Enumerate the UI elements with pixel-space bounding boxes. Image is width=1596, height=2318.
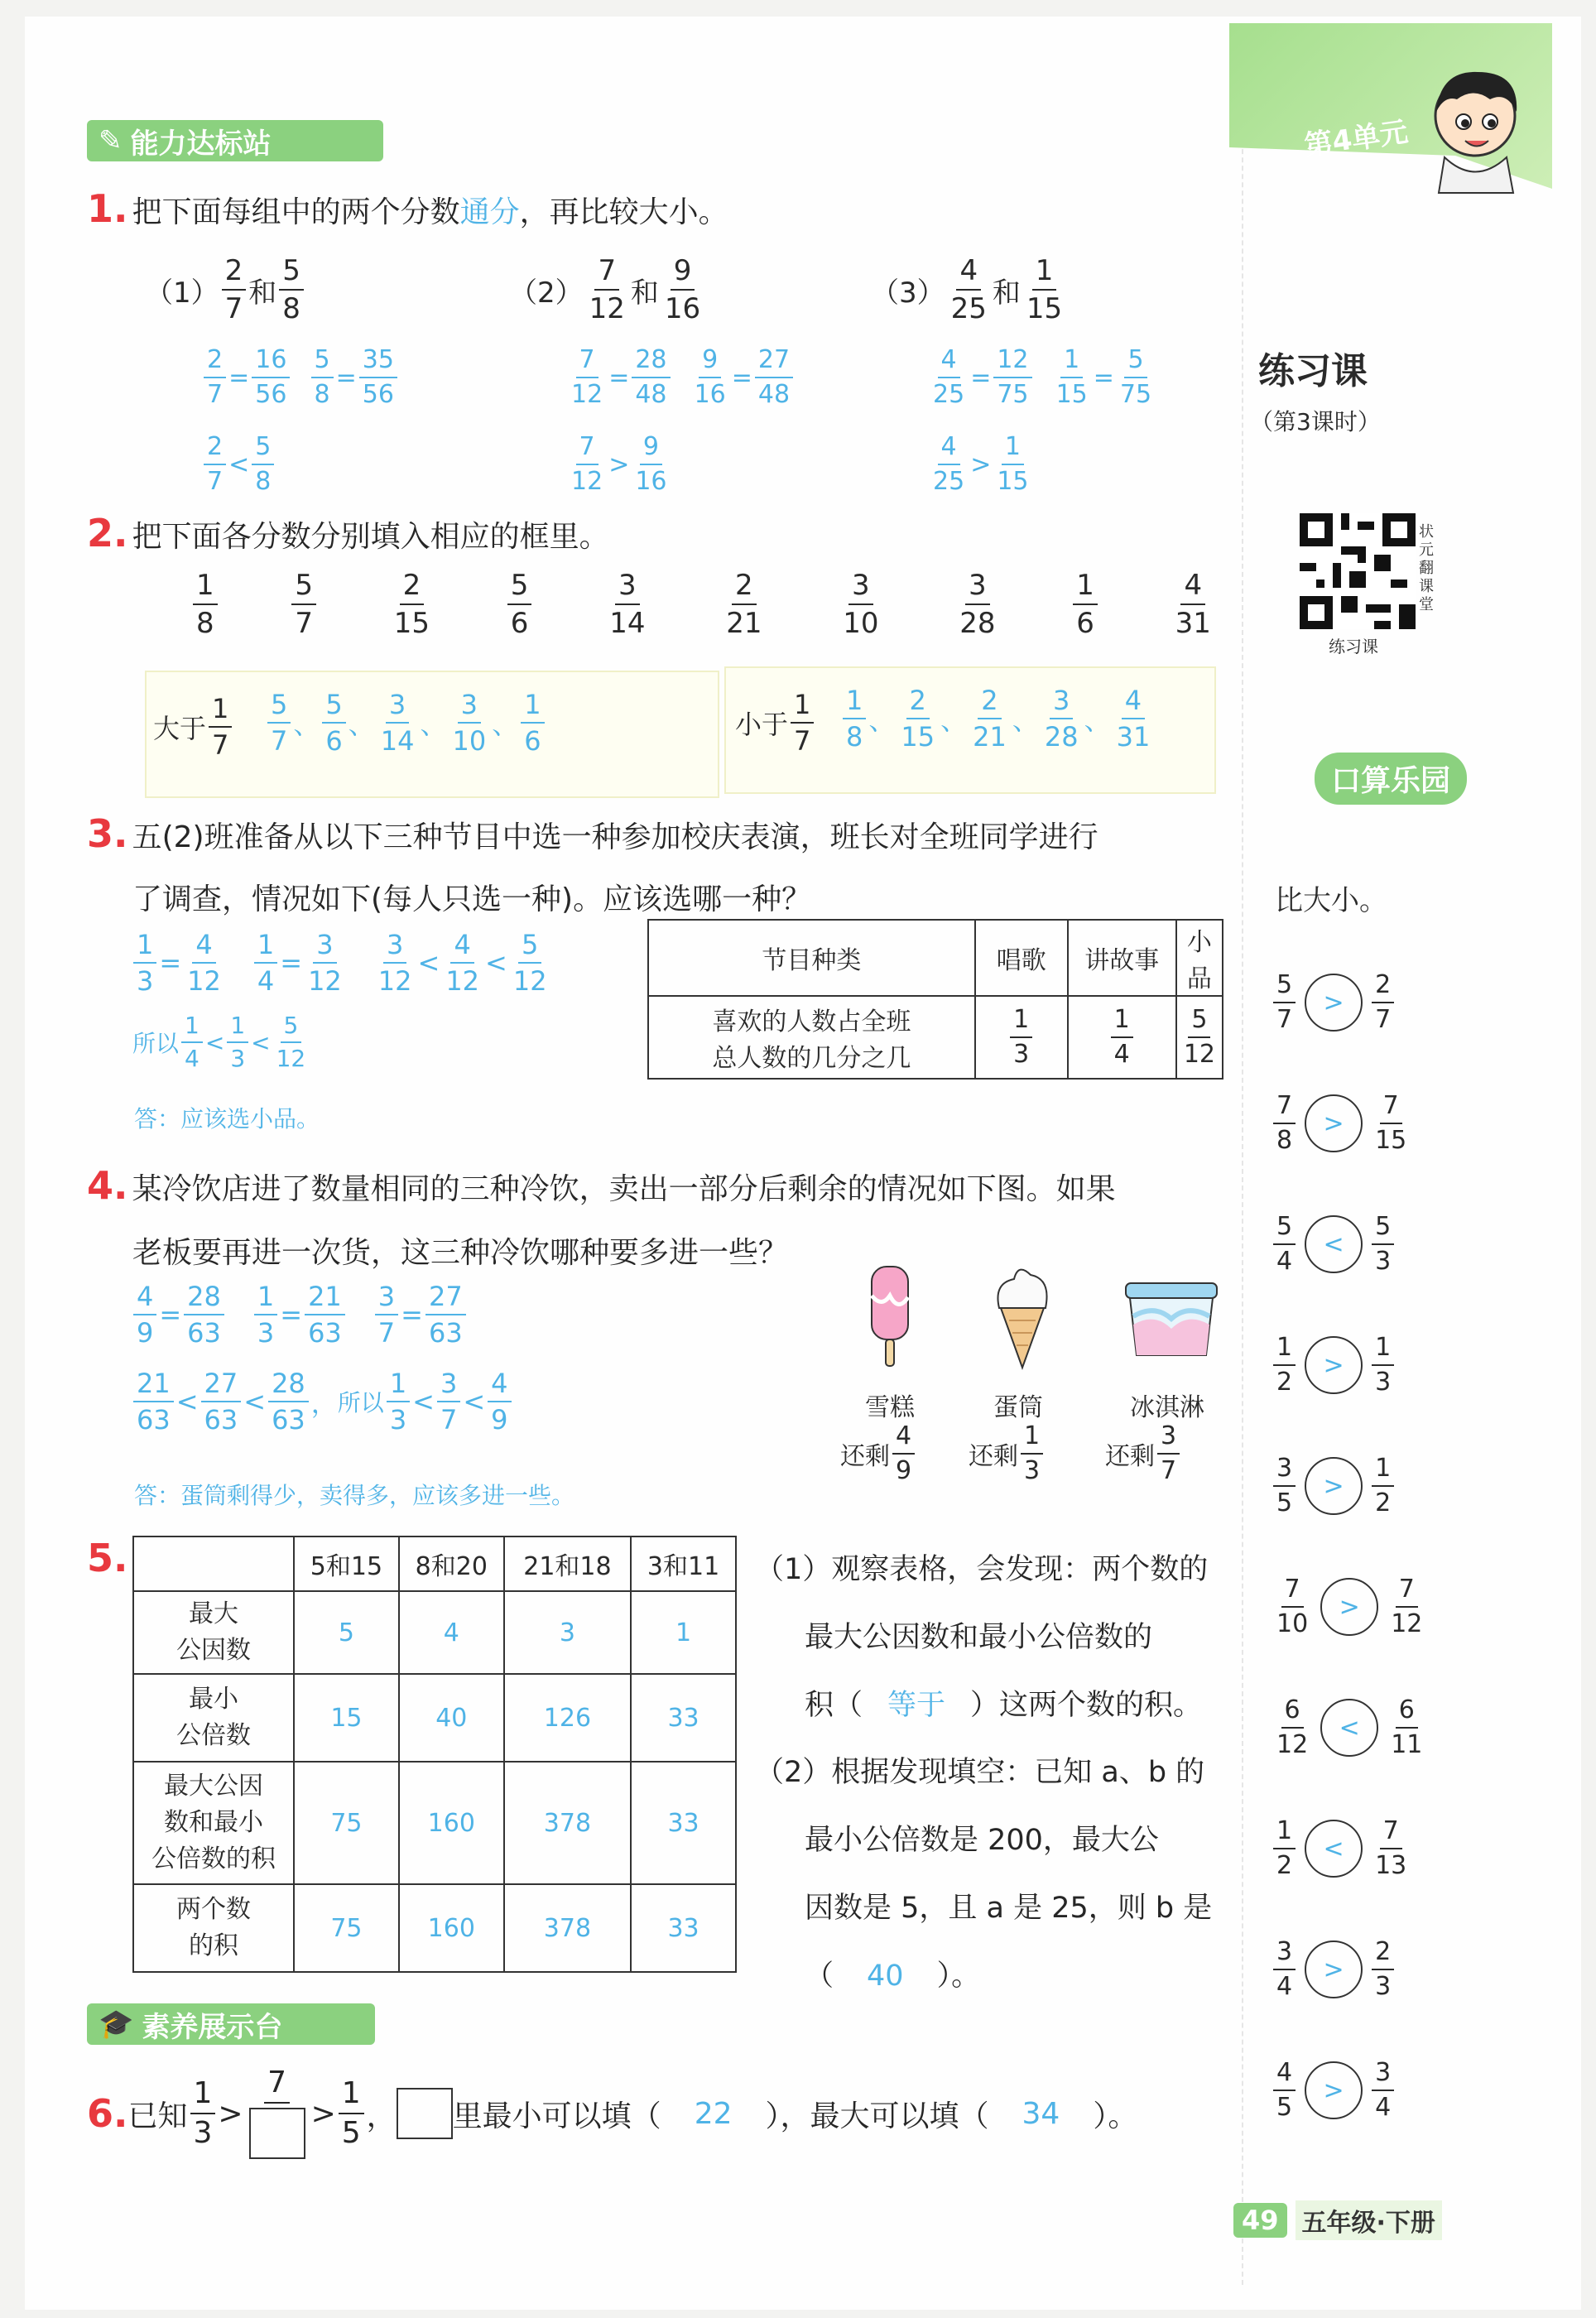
- oral-compare-item: [1271, 1456, 1396, 1516]
- fraction: $\frac{3}{14}$: [380, 689, 415, 757]
- fraction: $\frac{35}{56}$: [359, 348, 397, 407]
- oral-compare-item: [1271, 1214, 1396, 1274]
- fraction: $\frac{1}{15}$: [1026, 254, 1063, 325]
- q3-work-line2: 所以 $\frac{1}{4}$ < $\frac{1}{3}$ < $\frac{5}{12}$: [132, 1012, 306, 1072]
- table-cell: 378: [504, 1762, 631, 1884]
- fraction: $\frac{5}{75}$: [1119, 345, 1152, 409]
- fraction: $\frac{2}{15}$: [901, 685, 935, 753]
- question-text-line1: 某冷饮店进了数量相同的三种冷饮，卖出一部分后剩余的情况如下图。如果: [132, 1172, 1116, 1206]
- table-header: 3和11: [631, 1537, 736, 1591]
- compare-circle[interactable]: <: [1305, 1215, 1363, 1273]
- table-row-label: 喜欢的人数占全班 总人数的几分之几: [648, 996, 975, 1079]
- fraction: $\frac{7}{13}$: [1375, 1816, 1407, 1880]
- grade-label: 五年级·下册: [1296, 2200, 1442, 2240]
- fraction: $\frac{2}{7}$: [222, 257, 247, 323]
- table-cell: 75: [294, 1762, 399, 1884]
- table-row: [133, 1591, 736, 1674]
- fraction: $\frac{4}{31}$: [1116, 685, 1151, 753]
- fraction: $\frac{4}{5}$: [1273, 2061, 1296, 2120]
- drink-name: 蛋筒: [993, 1393, 1043, 1422]
- q5-part1: （1）观察表格，会发现：两个数的 最大公因数和最小公倍数的 积（ 等于 ）这两个数的积。: [755, 1553, 1209, 1722]
- lesson-subtitle: （第3课时）: [1250, 408, 1381, 435]
- fraction: $\frac{7}{12}$: [571, 345, 603, 409]
- table-header: 小品: [1176, 920, 1223, 996]
- table-cell: 126: [504, 1674, 631, 1762]
- q1-group-2: （2） $\frac{7}{12}$ 和 $\frac{9}{16}$: [509, 257, 706, 323]
- question-text: 把下面各分数分别填入相应的框里。: [132, 520, 609, 554]
- section-banner-ability: [87, 120, 383, 161]
- table-cell: 4: [399, 1591, 504, 1674]
- fraction: $\frac{4}{25}$: [933, 345, 965, 409]
- drink-remaining: 还剩 $\frac{4}{9}$: [840, 1424, 917, 1484]
- page-footer: [1233, 2200, 1442, 2240]
- compare-circle[interactable]: <: [1320, 1699, 1378, 1757]
- fraction: $\frac{5}{7}$: [291, 571, 316, 637]
- table-cell: 1: [631, 1591, 736, 1674]
- section-title: 素养展示台: [142, 2010, 283, 2044]
- question-text: 把下面每组中的两个分数通分，再比较大小。: [132, 195, 728, 229]
- fraction: $\frac{2}{15}$: [393, 569, 430, 640]
- question-2: [87, 511, 609, 555]
- fraction: $\frac{2}{7}$: [204, 348, 226, 407]
- q1-group-1: （1） $\frac{2}{7}$ 和 $\frac{5}{8}$: [145, 257, 306, 323]
- drink-name: 冰淇淋: [1130, 1393, 1204, 1422]
- q1-compare-1: $\frac{2}{7}$ < $\frac{5}{8}$: [201, 435, 276, 494]
- greater-label: 大于 $\frac{1}{7}$: [153, 695, 234, 758]
- table-cell: 75: [294, 1884, 399, 1972]
- table-cell: 33: [631, 1884, 736, 1972]
- question-4: [87, 1163, 1116, 1208]
- q1-compare-2: $\frac{7}{12}$ > $\frac{9}{16}$: [565, 435, 673, 494]
- compare-circle[interactable]: >: [1305, 1094, 1363, 1152]
- fraction: $\frac{2}{7}$: [204, 435, 226, 494]
- compare-circle[interactable]: >: [1305, 974, 1363, 1032]
- fraction: $\frac{16}{56}$: [252, 348, 290, 407]
- q1-group-3: （3） $\frac{4}{25}$ 和 $\frac{1}{15}$: [871, 257, 1068, 323]
- greater-answers: $\frac{5}{7}$ 、 $\frac{5}{6}$ 、 $\frac{3}{14}$ 、 $\frac{3}{10}$ 、 $\frac{1}{6}$: [265, 691, 547, 754]
- fraction: $\frac{9}{16}$: [694, 345, 726, 409]
- oral-instruction: 比大小。: [1275, 884, 1387, 917]
- q1-work-1: $\frac{2}{7}$ = $\frac{16}{56}$ $\frac{5}{8}$ = $\frac{35}{56}$: [201, 348, 400, 407]
- oral-compare-item: [1271, 1816, 1412, 1880]
- fraction: $\frac{5}{7}$: [267, 691, 291, 754]
- row-label: 最小 公倍数: [133, 1674, 294, 1762]
- row-label: 最大公因 数和最小 公倍数的积: [133, 1762, 294, 1884]
- q4-answer: 答：蛋筒剩得少，卖得多，应该多进一些。: [134, 1482, 575, 1509]
- fraction: $\frac{7}{12}$: [1391, 1575, 1423, 1638]
- workbook-page: [25, 17, 1581, 2310]
- fraction: $\frac{3}{10}$: [843, 569, 879, 640]
- fraction: $\frac{4}{9}$: [892, 1424, 915, 1484]
- question-number: 3.: [87, 811, 128, 856]
- compare-circle[interactable]: >: [1305, 1940, 1363, 1998]
- table-cell: $\frac{1}{3}$: [975, 996, 1068, 1079]
- column-divider: [1242, 50, 1243, 2285]
- oral-compare-item: [1271, 1335, 1396, 1395]
- q4-work-line1: $\frac{4}{9}$ = $\frac{28}{63}$ $\frac{1}{3}$ = $\frac{21}{63}$ $\frac{3}{7}$ = $\frac{27}{63}$: [131, 1283, 469, 1346]
- fraction: $\frac{3}{28}$: [959, 569, 996, 640]
- gcd-lcm-table: [132, 1536, 737, 1973]
- table-header: 8和20: [399, 1537, 504, 1591]
- compare-circle[interactable]: >: [1305, 1336, 1363, 1394]
- fraction: $\frac{1}{8}$: [843, 687, 866, 750]
- compare-circle[interactable]: >: [1305, 1457, 1363, 1515]
- table-header: 讲故事: [1068, 920, 1176, 996]
- fraction: $\frac{1}{8}$: [193, 571, 218, 637]
- table-row: [133, 1674, 736, 1762]
- q4-work-line2: $\frac{21}{63}$ < $\frac{27}{63}$ < $\frac{28}{63}$ ， 所以 $\frac{1}{3}$ < $\frac{3}{7}$ < $\frac{4}{9}$: [131, 1370, 514, 1433]
- q1-work-2: $\frac{7}{12}$ = $\frac{28}{48}$ $\frac{9}{16}$ = $\frac{27}{48}$: [565, 348, 796, 407]
- oral-compare-item: [1271, 1937, 1396, 2001]
- fraction: $\frac{7}{15}$: [1375, 1091, 1407, 1155]
- fraction: $\frac{1}{15}$: [1055, 345, 1088, 409]
- q3-answer: 答：应该选小品。: [134, 1105, 320, 1133]
- fraction: $\frac{5}{6}$: [507, 571, 532, 637]
- compare-circle[interactable]: <: [1305, 1820, 1363, 1878]
- fraction: $\frac{1}{2}$: [1273, 1819, 1296, 1878]
- fraction: $\frac{1}{6}$: [521, 691, 544, 754]
- fraction: $\frac{4}{25}$: [950, 254, 987, 325]
- question-number: 4.: [87, 1163, 128, 1208]
- fraction: $\frac{2}{21}$: [726, 569, 762, 640]
- fraction: $\frac{2}{21}$: [973, 685, 1007, 753]
- fraction: $\frac{1}{2}$: [1372, 1456, 1394, 1516]
- row-label: 最大 公因数: [133, 1591, 294, 1674]
- fraction: $\frac{6}{11}$: [1391, 1695, 1423, 1759]
- fraction: $\frac{2}{7}$: [1372, 973, 1394, 1032]
- question-3: [87, 811, 1098, 856]
- fraction: $\frac{3}{10}$: [452, 689, 487, 757]
- fraction: $\frac{2}{3}$: [1372, 1940, 1394, 1999]
- lesson-title: 练习课: [1258, 350, 1368, 392]
- table-cell: 5: [294, 1591, 399, 1674]
- table-header: 5和15: [294, 1537, 399, 1591]
- table-cell: 160: [399, 1762, 504, 1884]
- fraction: $\frac{5}{8}$: [311, 348, 334, 407]
- oral-compare-item: [1271, 2058, 1396, 2122]
- fraction: $\frac{1}{6}$: [1073, 571, 1098, 637]
- table-cell: 15: [294, 1674, 399, 1762]
- fraction: $\frac{1}{3}$: [1021, 1424, 1043, 1484]
- fraction: $\frac{5}{3}$: [1372, 1214, 1394, 1274]
- fraction: $\frac{1}{7}$: [209, 695, 232, 758]
- cone-icon: [989, 1258, 1055, 1374]
- table-cell: 378: [504, 1884, 631, 1972]
- table-cell: 40: [399, 1674, 504, 1762]
- fraction: $\frac{3}{4}$: [1273, 1940, 1296, 1999]
- compare-circle[interactable]: >: [1305, 2061, 1363, 2119]
- q1-work-3: $\frac{4}{25}$ = $\frac{12}{75}$ $\frac{1}{15}$ = $\frac{5}{75}$: [927, 348, 1157, 407]
- less-answers: $\frac{1}{8}$ 、 $\frac{2}{15}$ 、 $\frac{2}{21}$ 、 $\frac{3}{28}$ 、 $\frac{4}{31}$: [840, 687, 1156, 750]
- oral-compare-item: [1271, 1577, 1428, 1637]
- question-number: 6.: [87, 2091, 128, 2136]
- table-cell: $\frac{1}{4}$: [1068, 996, 1176, 1079]
- fraction: $\frac{5}{6}$: [322, 691, 345, 754]
- graduation-cap-icon: 🎓: [99, 2008, 134, 2041]
- ice-cream-cup-icon: [1122, 1279, 1221, 1362]
- table-corner: [133, 1537, 294, 1591]
- fraction: $\frac{6}{12}$: [1276, 1695, 1309, 1759]
- table-cell: 160: [399, 1884, 504, 1972]
- fraction: $\frac{5}{7}$: [1273, 973, 1296, 1032]
- fraction: $\frac{7}{12}$: [571, 432, 603, 496]
- fraction: $\frac{3}{5}$: [1273, 1456, 1296, 1516]
- fraction: $\frac{5}{4}$: [1273, 1214, 1296, 1274]
- less-label: 小于 $\frac{1}{7}$: [735, 691, 816, 754]
- table-header: 唱歌: [975, 920, 1068, 996]
- fraction: $\frac{1}{7}$: [791, 691, 814, 754]
- fraction: $\frac{1}{15}$: [997, 432, 1029, 496]
- pencil-icon: ✎: [99, 124, 123, 157]
- fraction: $\frac{28}{48}$: [632, 348, 670, 407]
- oral-compare-item: [1271, 1695, 1428, 1759]
- question-text-line1: 五(2)班准备从以下三种节目中选一种参加校庆表演，班长对全班同学进行: [132, 820, 1098, 854]
- question-6: 6. 已知 $\frac{1}{3}$ > 7 > $\frac{1}{5}$ ， 里最小可以填（ 22 ），最大可以填（ 34 ）。: [87, 2068, 1137, 2159]
- fraction: $\frac{1}{2}$: [1273, 1335, 1296, 1395]
- question-1: [87, 186, 728, 231]
- table-cell: 3: [504, 1591, 631, 1674]
- fraction: $\frac{4}{25}$: [933, 432, 965, 496]
- blank-box: [397, 2088, 453, 2139]
- fraction: $\frac{7}{10}$: [1276, 1575, 1309, 1638]
- fraction: $\frac{9}{16}$: [635, 432, 667, 496]
- table-header: 21和18: [504, 1537, 631, 1591]
- question-text-line2: 了调查，情况如下(每人只选一种)。应该选哪一种？: [132, 882, 812, 916]
- fraction: $\frac{3}{28}$: [1044, 685, 1079, 753]
- row-label: 两个数 的积: [133, 1884, 294, 1972]
- question-number: 2.: [87, 511, 128, 555]
- fraction: $\frac{4}{31}$: [1175, 569, 1211, 640]
- section-banner-quality: [87, 2003, 375, 2045]
- drink-remaining: 还剩 $\frac{3}{7}$: [1105, 1424, 1182, 1484]
- fraction: $\frac{3}{4}$: [1372, 2061, 1394, 2120]
- fraction: $\frac{5}{8}$: [279, 257, 304, 323]
- table-row: [133, 1762, 736, 1884]
- fraction: $\frac{3}{7}$: [1157, 1424, 1180, 1484]
- fraction: $\frac{27}{48}$: [755, 348, 793, 407]
- fraction: $\frac{9}{16}$: [664, 254, 701, 325]
- drink-name: 雪糕: [865, 1393, 915, 1422]
- qr-code-icon[interactable]: [1300, 513, 1416, 629]
- table-cell: 33: [631, 1762, 736, 1884]
- page-number: 49: [1233, 2203, 1287, 2238]
- oral-banner: 口算乐园: [1291, 753, 1490, 803]
- question-number: 1.: [87, 186, 128, 231]
- boy-mascot-icon: [1424, 54, 1531, 195]
- q3-work-line1: $\frac{1}{3}$ = $\frac{4}{12}$ $\frac{1}{4}$ = $\frac{3}{12}$ $\frac{3}{12}$ < $\frac{4}{12}$ < $\frac{5}{12}$: [131, 931, 553, 994]
- program-table: [647, 919, 1223, 1080]
- fraction-list: [190, 569, 1217, 640]
- fraction: $\frac{7}{8}$: [1273, 1094, 1296, 1153]
- unit-label: 第4单元: [1302, 115, 1411, 163]
- compare-circle[interactable]: >: [1320, 1578, 1378, 1636]
- blank-box: [249, 2108, 305, 2159]
- fraction: $\frac{3}{14}$: [609, 569, 646, 640]
- fraction: $\frac{7}{12}$: [589, 254, 625, 325]
- fraction: $\frac{12}{75}$: [993, 348, 1031, 407]
- qr-caption: 练习课: [1329, 637, 1378, 656]
- drink-remaining: 还剩 $\frac{1}{3}$: [969, 1424, 1046, 1484]
- fraction: $\frac{5}{8}$: [252, 435, 274, 494]
- table-cell: $\frac{5}{12}$: [1176, 996, 1223, 1079]
- section-title: 能力达标站: [130, 127, 272, 161]
- table-row: [133, 1884, 736, 1972]
- question-text-line2: 老板要再进一次货，这三种冷饮哪种要多进一些？: [132, 1236, 789, 1270]
- qr-side-label: 状元翻课堂: [1419, 523, 1434, 613]
- table-cell: 33: [631, 1674, 736, 1762]
- q1-compare-3: $\frac{4}{25}$ > $\frac{1}{15}$: [927, 435, 1035, 494]
- question-number: 5.: [87, 1536, 128, 1580]
- oral-compare-item: [1271, 1091, 1412, 1155]
- fraction: $\frac{1}{3}$: [1372, 1335, 1394, 1395]
- table-header: 节目种类: [648, 920, 975, 996]
- q5-part2: （2）根据发现填空：已知 a、b 的 最小公倍数是 200，最大公 因数是 5，且 a 是 25，则 b 是 （ 40 ）。: [755, 1756, 1213, 1993]
- oral-compare-item: [1271, 970, 1396, 1034]
- popsicle-icon: [865, 1262, 915, 1370]
